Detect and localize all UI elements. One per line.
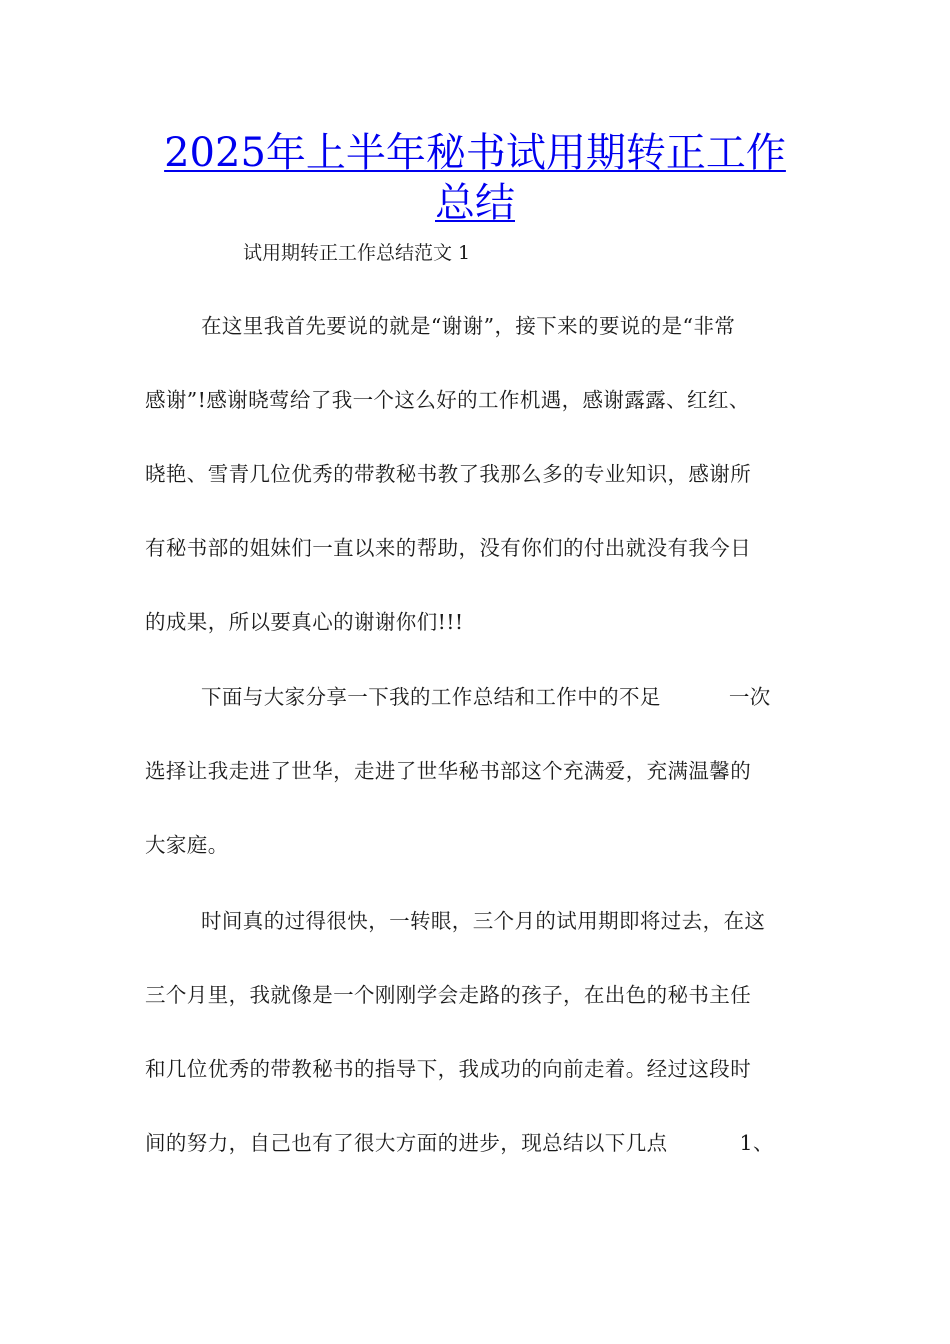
paragraph-line: 有秘书部的姐妹们一直以来的帮助，没有你们的付出就没有我今日: [145, 536, 752, 560]
document-subtitle: 试用期转正工作总结范文 1: [243, 242, 471, 264]
paragraph-line: 时间真的过得很快，一转眼，三个月的试用期即将过去，在这: [201, 909, 766, 933]
paragraph-line: 和几位优秀的带教秘书的指导下，我成功的向前走着。经过这段时: [145, 1057, 752, 1081]
paragraph-line: 感谢”!感谢晓莺给了我一个这么好的工作机遇，感谢露露、红红、: [145, 388, 750, 412]
paragraph-line: 选择让我走进了世华，走进了世华秘书部这个充满爱，充满温馨的: [145, 759, 752, 783]
paragraph-2: [145, 660, 805, 882]
paragraph-text: 一次: [728, 685, 771, 709]
paragraph-1: [145, 289, 805, 659]
paragraph-line: 晓艳、雪青几位优秀的带教秘书教了我那么多的专业知识，感谢所: [145, 462, 752, 486]
paragraph-line: [145, 1106, 805, 1180]
paragraph-line: 三个月里，我就像是一个刚刚学会走路的孩子，在出色的秘书主任: [145, 983, 752, 1007]
paragraph-line: 的成果，所以要真心的谢谢你们!!!: [145, 610, 464, 634]
paragraph-3: [145, 884, 805, 1180]
paragraph-line: [145, 660, 805, 734]
title-line-1[interactable]: 2025年上半年秘书试用期转正工作: [164, 130, 786, 176]
paragraph-line: 大家庭。: [145, 833, 229, 857]
paragraph-text: 间的努力，自己也有了很大方面的进步，现总结以下几点: [145, 1131, 668, 1155]
paragraph-line: 在这里我首先要说的就是“谢谢”，接下来的要说的是“非常: [201, 314, 736, 338]
paragraph-text: 下面与大家分享一下我的工作总结和工作中的不足: [201, 685, 661, 709]
paragraph-text: 1、: [739, 1131, 774, 1155]
title-line-2[interactable]: 总结: [435, 180, 515, 226]
document-title[interactable]: [140, 128, 810, 228]
